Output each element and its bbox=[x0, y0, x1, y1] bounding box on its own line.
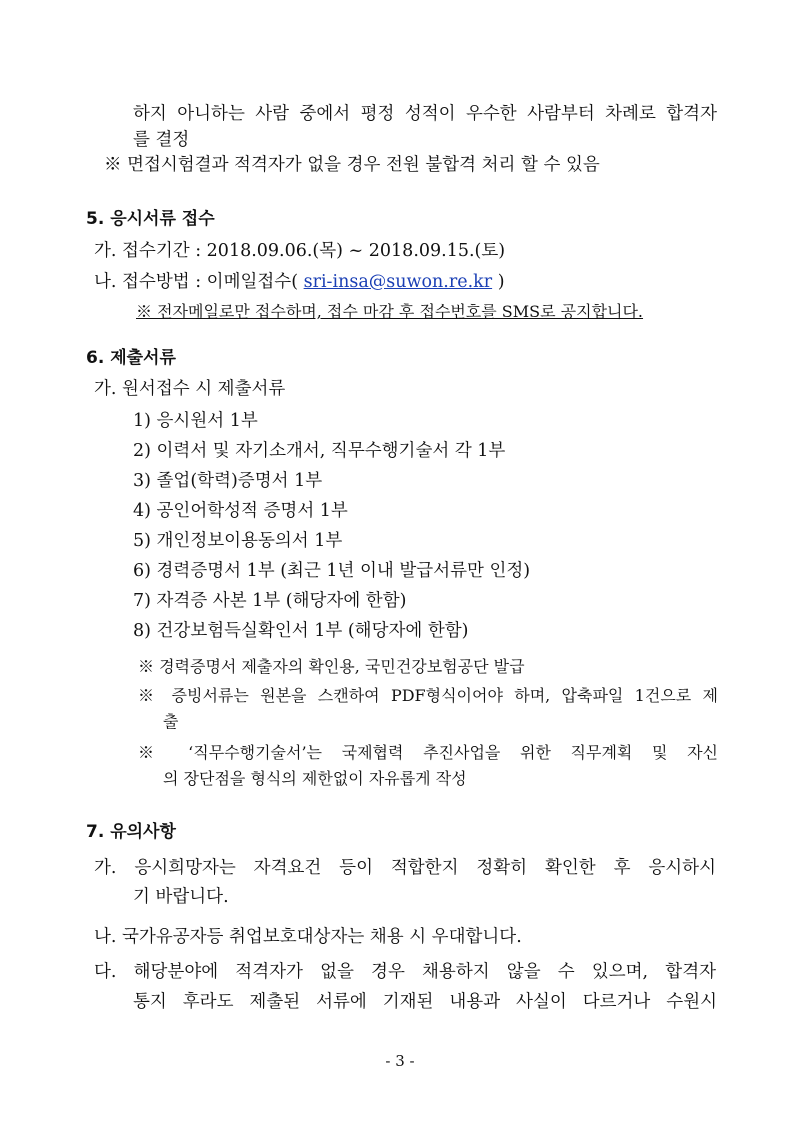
note-line: ※ ‘직무수행기술서’는 국제협력 추진사업을 위한 직무계획 및 자신 bbox=[138, 743, 718, 762]
list-item: 가. 응시희망자는 자격요건 등이 적합한지 정확히 확인한 후 응시하시 bbox=[94, 858, 716, 878]
note-line: 출 bbox=[163, 712, 179, 731]
list-item: 5) 개인정보이용동의서 1부 bbox=[133, 531, 343, 551]
section-heading: 7. 유의사항 bbox=[86, 822, 176, 842]
list-item: 기 바랍니다. bbox=[133, 887, 229, 907]
note-line: ※ 증빙서류는 원본을 스캔하여 PDF형식이어야 하며, 압축파일 1건으로 제 bbox=[138, 686, 718, 705]
list-item: 4) 공인어학성적 증명서 1부 bbox=[133, 501, 348, 521]
list-item: 7) 자격증 사본 1부 (해당자에 한함) bbox=[133, 591, 407, 611]
list-item bbox=[94, 270, 505, 294]
note-line: 의 장단점을 형식의 제한없이 자유롭게 작성 bbox=[163, 769, 467, 788]
list-item: 6) 경력증명서 1부 (최근 1년 이내 발급서류만 인정) bbox=[133, 561, 531, 581]
list-item-suffix: ) bbox=[497, 272, 505, 292]
list-item-label: 나. 접수방법 : 이메일접수( bbox=[94, 272, 299, 292]
note-line: ※ 전자메일로만 접수하며, 접수 마감 후 접수번호를 SMS로 공지합니다. bbox=[136, 302, 644, 321]
note-line: ※ 면접시험결과 적격자가 없을 경우 전원 불합격 처리 할 수 있음 bbox=[104, 155, 600, 175]
list-item: 가. 원서접수 시 제출서류 bbox=[94, 379, 286, 399]
list-item: 통지 후라도 제출된 서류에 기재된 내용과 사실이 다르거나 수원시 bbox=[133, 992, 717, 1012]
section-heading: 5. 응시서류 접수 bbox=[86, 209, 215, 229]
paragraph-line: 하지 아니하는 사람 중에서 평정 성적이 우수한 사람부터 차례로 합격자 bbox=[133, 104, 717, 124]
section-heading: 6. 제출서류 bbox=[86, 348, 176, 368]
list-item: 다. 해당분야에 적격자가 없을 경우 채용하지 않을 수 있으며, 합격자 bbox=[94, 962, 716, 982]
page-number: - 3 - bbox=[385, 1052, 415, 1070]
list-item: 가. 접수기간 : 2018.09.06.(목) ~ 2018.09.15.(토) bbox=[94, 241, 506, 261]
paragraph-line: 를 결정 bbox=[133, 130, 190, 150]
email-link[interactable]: sri-insa@suwon.re.kr bbox=[303, 272, 493, 292]
list-item: 나. 국가유공자등 취업보호대상자는 채용 시 우대합니다. bbox=[94, 927, 522, 947]
list-item: 2) 이력서 및 자기소개서, 직무수행기술서 각 1부 bbox=[133, 441, 506, 461]
list-item: 3) 졸업(학력)증명서 1부 bbox=[133, 471, 323, 491]
list-item: 8) 건강보험득실확인서 1부 (해당자에 한함) bbox=[133, 621, 469, 641]
note-line: ※ 경력증명서 제출자의 확인용, 국민건강보험공단 발급 bbox=[138, 657, 525, 676]
list-item: 1) 응시원서 1부 bbox=[133, 411, 258, 431]
